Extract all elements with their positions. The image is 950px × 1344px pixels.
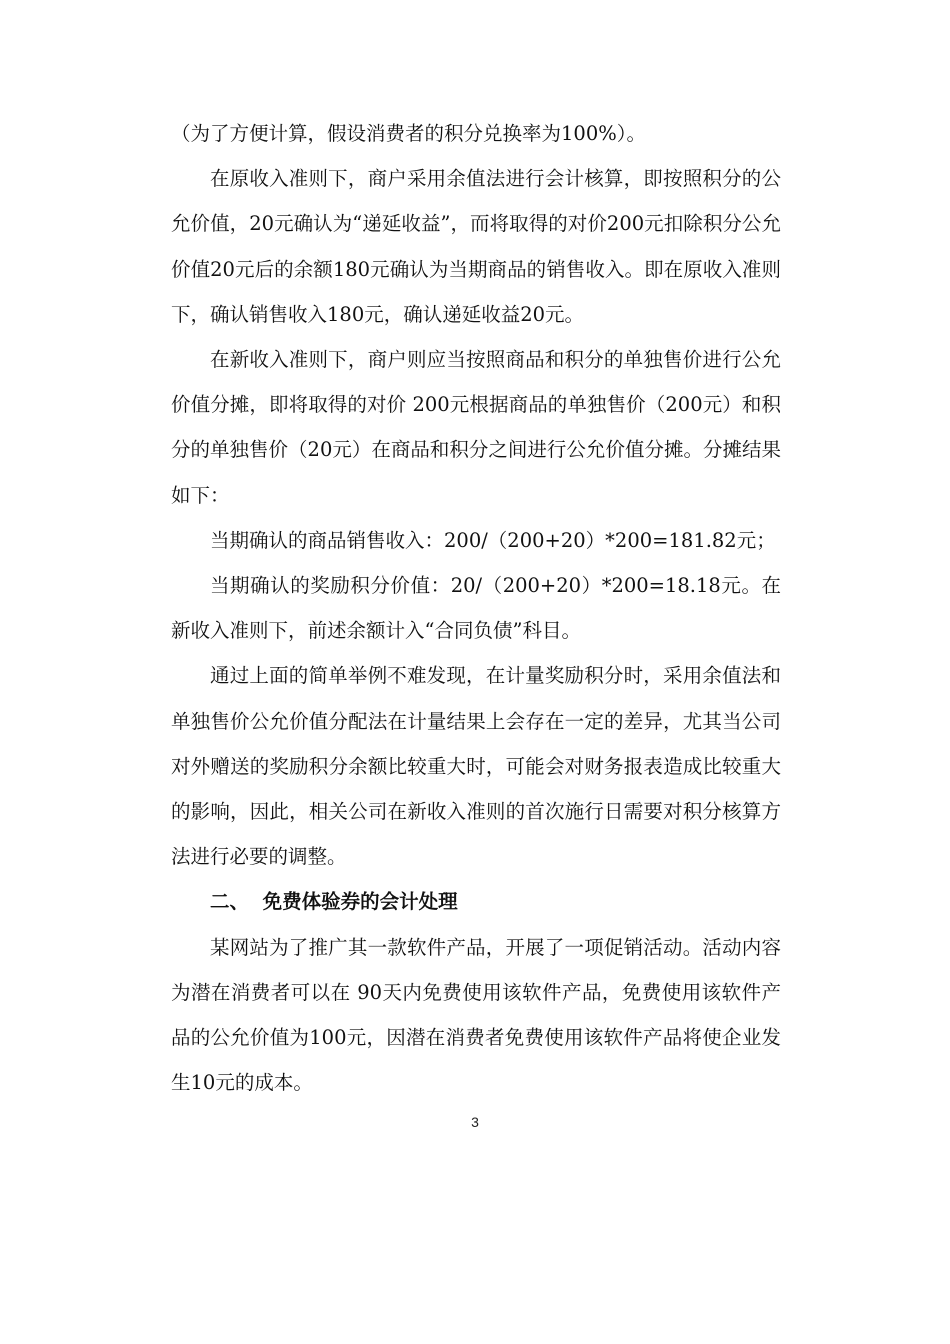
paragraph-sales-revenue-formula: 当期确认的商品销售收入：200/（200+20）*200=181.82元； <box>210 528 776 552</box>
section-heading: 二、 免费体验券的会计处理 <box>210 890 458 914</box>
paragraph-points-value-formula: 当期确认的奖励积分价值：20/（200+20）*200=18.18元。在新收入准则下，前述余额计入“合同负债”科目。 <box>171 574 781 643</box>
paragraph-conclusion: 通过上面的简单举例不难发现，在计量奖励积分时，采用余值法和单独售价公允价值分配法在计量结果上会存在一定的差异，尤其当公司对外赠送的奖励积分余额比较重大时，可能会对财务报表造成比较重大的影响，因此，相关公司在新收入准则的首次施行日需要对积分核算方法进行必要的调整。 <box>171 664 781 869</box>
document-body <box>171 111 781 1105</box>
paragraph-assumption: （为了方便计算，假设消费者的积分兑换率为100%）。 <box>171 122 646 145</box>
paragraph-free-trial: 某网站为了推广其一款软件产品，开展了一项促销活动。活动内容为潜在消费者可以在 90天内免费使用该软件产品，免费使用该软件产品的公允价值为100元，因潜在消费者免费使用该软件产品将使企业发生10元的成本。 <box>171 935 781 1095</box>
page-number: 3 <box>471 1114 479 1130</box>
paragraph-old-standard: 在原收入准则下，商户采用余值法进行会计核算，即按照积分的公允价值，20元确认为“递延收益”，而将取得的对价200元扣除积分公允价值20元后的余额180元确认为当期商品的销售收入。即在原收入准则下，确认销售收入180元，确认递延收益20元。 <box>171 167 781 326</box>
paragraph-new-standard: 在新收入准则下，商户则应当按照商品和积分的单独售价进行公允价值分摊，即将取得的对价 200元根据商品的单独售价（200元）和积分的单独售价（20元）在商品和积分之间进行公允价值分摊。分摊结果如下： <box>171 348 781 507</box>
